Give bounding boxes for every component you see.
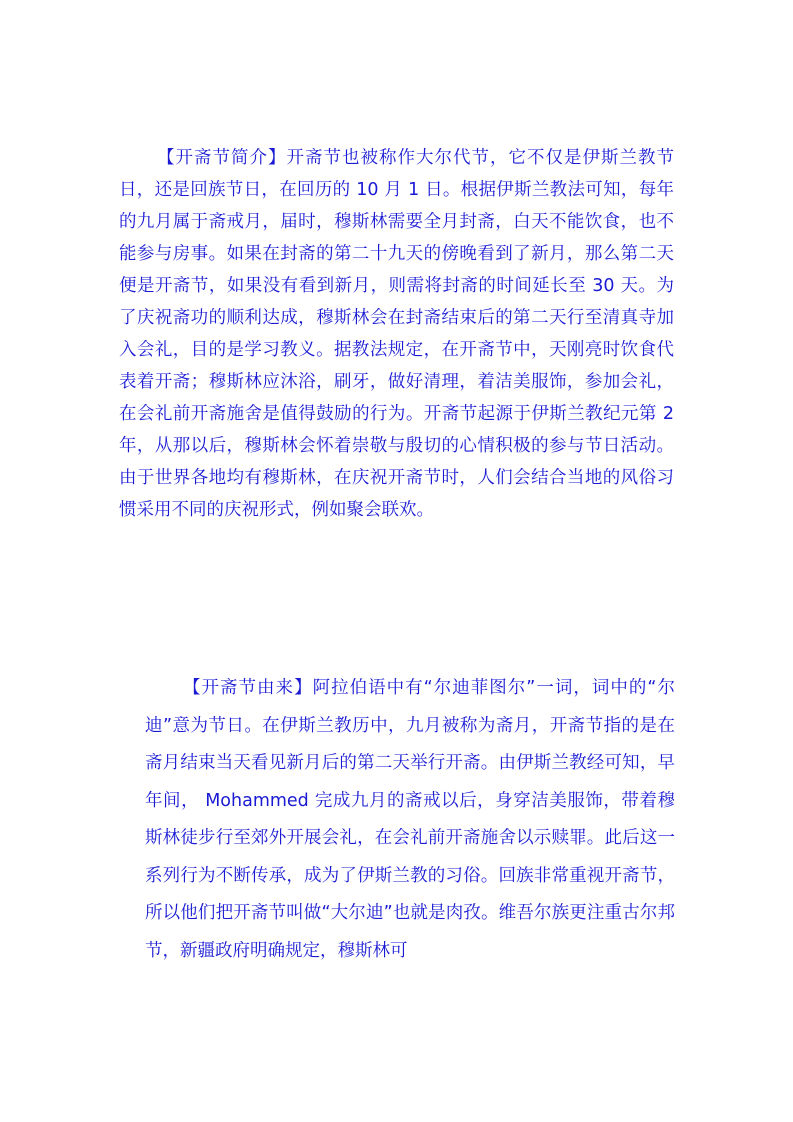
origin-body: 阿拉伯语中有“尔迪菲图尔”一词，词中的“尔迪”意为节日。在伊斯兰教历中，九月被称为斋月，开斋节指的是在斋月结束当天看见新月后的第二天举行开斋。由伊斯兰教经可知，早年间， Mohammed 完成九月的斋戒以后，身穿洁美服饰，带着穆斯林徒步行至郊外开展会礼，在会礼前开斋施舍以示赎罪。此后这一系列行为不断传承，成为了伊斯兰教的习俗。回族非常重视开斋节，所以他们把开斋节叫做“大尔迪”也就是肉孜。维吾尔族更注重古尔邦节，新疆政府明确规定，穆斯林可 [145,678,675,961]
intro-heading: 【开斋节简介】 [157,148,287,168]
origin-heading: 【开斋节由来】 [183,678,313,698]
intro-paragraph [119,142,674,526]
origin-paragraph [145,670,675,970]
intro-body: 开斋节也被称作大尔代节，它不仅是伊斯兰教节日，还是回族节日，在回历的 10 月 1 日。根据伊斯兰教法可知，每年的九月属于斋戒月，届时，穆斯林需要全月封斋，白天不能饮食，也不能参与房事。如果在封斋的第二十九天的傍晚看到了新月，那么第二天便是开斋节，如果没有看到新月，则需将封斋的时间延长至 30 天。为了庆祝斋功的顺利达成，穆斯林会在封斋结束后的第二天行至清真寺加入会礼，目的是学习教义。据教法规定，在开斋节中，天刚亮时饮食代表着开斋；穆斯林应沐浴，刷牙，做好清理，着洁美服饰，参加会礼，在会礼前开斋施舍是值得鼓励的行为。开斋节起源于伊斯兰教纪元第 2 年，从那以后，穆斯林会怀着崇敬与殷切的心情积极的参与节日活动。由于世界各地均有穆斯林，在庆祝开斋节时，人们会结合当地的风俗习惯采用不同的庆祝形式，例如聚会联欢。 [119,148,674,520]
